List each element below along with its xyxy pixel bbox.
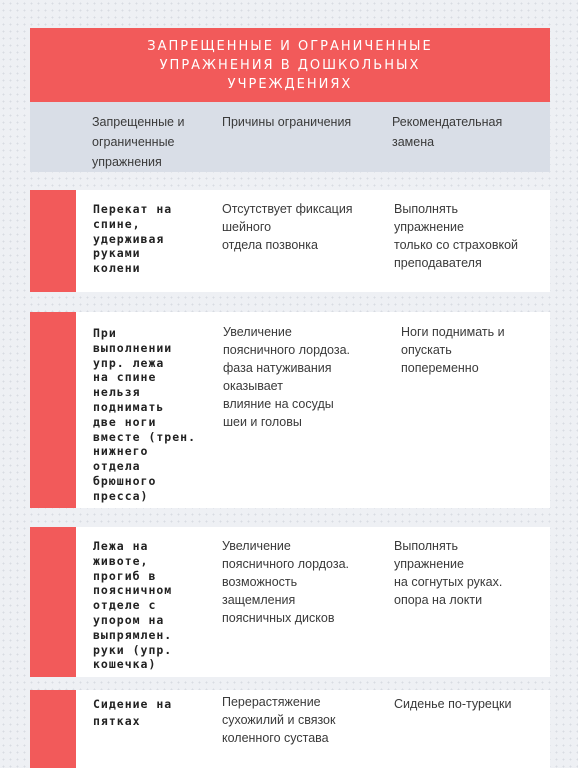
header-line: ограниченные xyxy=(92,135,175,149)
cell-line: опора на локти xyxy=(394,593,483,607)
title-line: ЗАПРЕЩЕННЫЕ И ОГРАНИЧЕННЫЕ xyxy=(147,38,433,54)
header-line: Причины ограничения xyxy=(222,115,352,129)
cell-line: коленного сустава xyxy=(222,731,329,745)
cell-line: возможность xyxy=(222,575,298,589)
table-header xyxy=(30,102,550,172)
cell-line: упражнение xyxy=(394,557,464,571)
cell-line: Отсутствует фиксация xyxy=(222,202,353,216)
replacement-cell xyxy=(394,200,518,272)
cell-line: выпрямлен. xyxy=(93,627,173,642)
cell-line: выполнении xyxy=(93,340,173,355)
cell-line: упражнение xyxy=(394,220,464,234)
cell-line: брюшного xyxy=(93,473,157,488)
reason-cell xyxy=(222,200,353,254)
cell-line: животе, xyxy=(93,553,149,568)
cell-line: оказывает xyxy=(223,379,283,393)
table-row xyxy=(30,690,550,768)
cell-line: Сидение на xyxy=(93,697,173,711)
cell-line: нельзя xyxy=(93,385,141,400)
cell-line: поясничном xyxy=(93,583,173,598)
table-row xyxy=(30,312,550,508)
cell-line: удерживая xyxy=(93,231,165,246)
cell-line: колени xyxy=(93,261,141,276)
cell-line: отдела xyxy=(93,459,141,474)
cell-line: Увеличение xyxy=(223,325,292,339)
reason-cell xyxy=(223,323,350,431)
cell-line: руками xyxy=(93,246,141,261)
header-line: Рекомендательная xyxy=(392,115,503,129)
cell-line: преподавателя xyxy=(394,256,482,270)
cell-line: поднимать xyxy=(93,399,165,414)
cell-line: кошечка) xyxy=(93,657,157,672)
reason-cell xyxy=(222,693,335,747)
cell-line: Ноги поднимать и xyxy=(401,325,505,339)
exercise-cell xyxy=(93,539,221,672)
row-accent-bar xyxy=(30,312,76,508)
header-line: упражнения xyxy=(92,155,162,169)
cell-line: вместе (трен. xyxy=(93,429,197,444)
cell-line: Перекат на xyxy=(93,202,173,216)
cell-line: нижнего xyxy=(93,444,149,459)
cell-line: Выполнять xyxy=(394,202,458,216)
reason-cell xyxy=(222,537,349,627)
replacement-cell xyxy=(394,695,511,713)
header-replacement xyxy=(392,112,502,152)
cell-line: фаза натуживания xyxy=(223,361,332,375)
cell-line: При xyxy=(93,326,117,340)
row-accent-bar xyxy=(30,190,76,292)
cell-line: две ноги xyxy=(93,414,157,429)
header-exercises xyxy=(92,112,184,172)
cell-line: руки (упр. xyxy=(93,642,173,657)
cell-line: опускать xyxy=(401,343,452,357)
header-line: замена xyxy=(392,135,435,149)
table-row xyxy=(30,527,550,677)
cell-line: Сиденье по-турецки xyxy=(394,697,512,711)
cell-line: шейного xyxy=(222,220,272,234)
cell-line: на согнутых руках. xyxy=(394,575,503,589)
cell-line: упр. лежа xyxy=(93,355,165,370)
cell-line: пятках xyxy=(93,714,141,728)
exercise-cell xyxy=(93,696,221,730)
cell-line: влияние на сосуды xyxy=(223,397,334,411)
replacement-cell xyxy=(401,323,505,377)
cell-line: упором на xyxy=(93,612,165,627)
cell-line: Увеличение xyxy=(222,539,291,553)
cell-line: отдела позвонка xyxy=(222,238,318,252)
cell-line: попеременно xyxy=(401,361,479,375)
cell-line: Перерастяжение xyxy=(222,695,321,709)
cell-line: шеи и головы xyxy=(223,415,302,429)
cell-line: прогиб в xyxy=(93,568,157,583)
title-line: УПРАЖНЕНИЯ В ДОШКОЛЬНЫХ xyxy=(159,57,421,73)
replacement-cell xyxy=(394,537,502,609)
exercise-cell xyxy=(93,326,221,504)
title-line: УЧРЕЖДЕНИЯХ xyxy=(227,76,353,92)
cell-line: защемления xyxy=(222,593,296,607)
row-accent-bar xyxy=(30,527,76,677)
cell-line: поясничного лордоза. xyxy=(222,557,350,571)
cell-line: только со страховкой xyxy=(394,238,519,252)
cell-line: Лежа на xyxy=(93,539,149,553)
table-row xyxy=(30,190,550,292)
cell-line: сухожилий и связок xyxy=(222,713,336,727)
exercise-cell xyxy=(93,202,221,276)
header-line: Запрещенные и xyxy=(92,115,185,129)
cell-line: отделе с xyxy=(93,598,157,613)
row-accent-bar xyxy=(30,690,76,768)
header-reasons xyxy=(222,112,351,132)
cell-line: поясничного лордоза. xyxy=(223,343,351,357)
cell-line: Выполнять xyxy=(394,539,458,553)
cell-line: спине, xyxy=(93,216,141,231)
cell-line: поясничных дисков xyxy=(222,611,335,625)
page-title xyxy=(30,28,550,102)
cell-line: пресса) xyxy=(93,488,149,503)
cell-line: на спине xyxy=(93,370,157,385)
